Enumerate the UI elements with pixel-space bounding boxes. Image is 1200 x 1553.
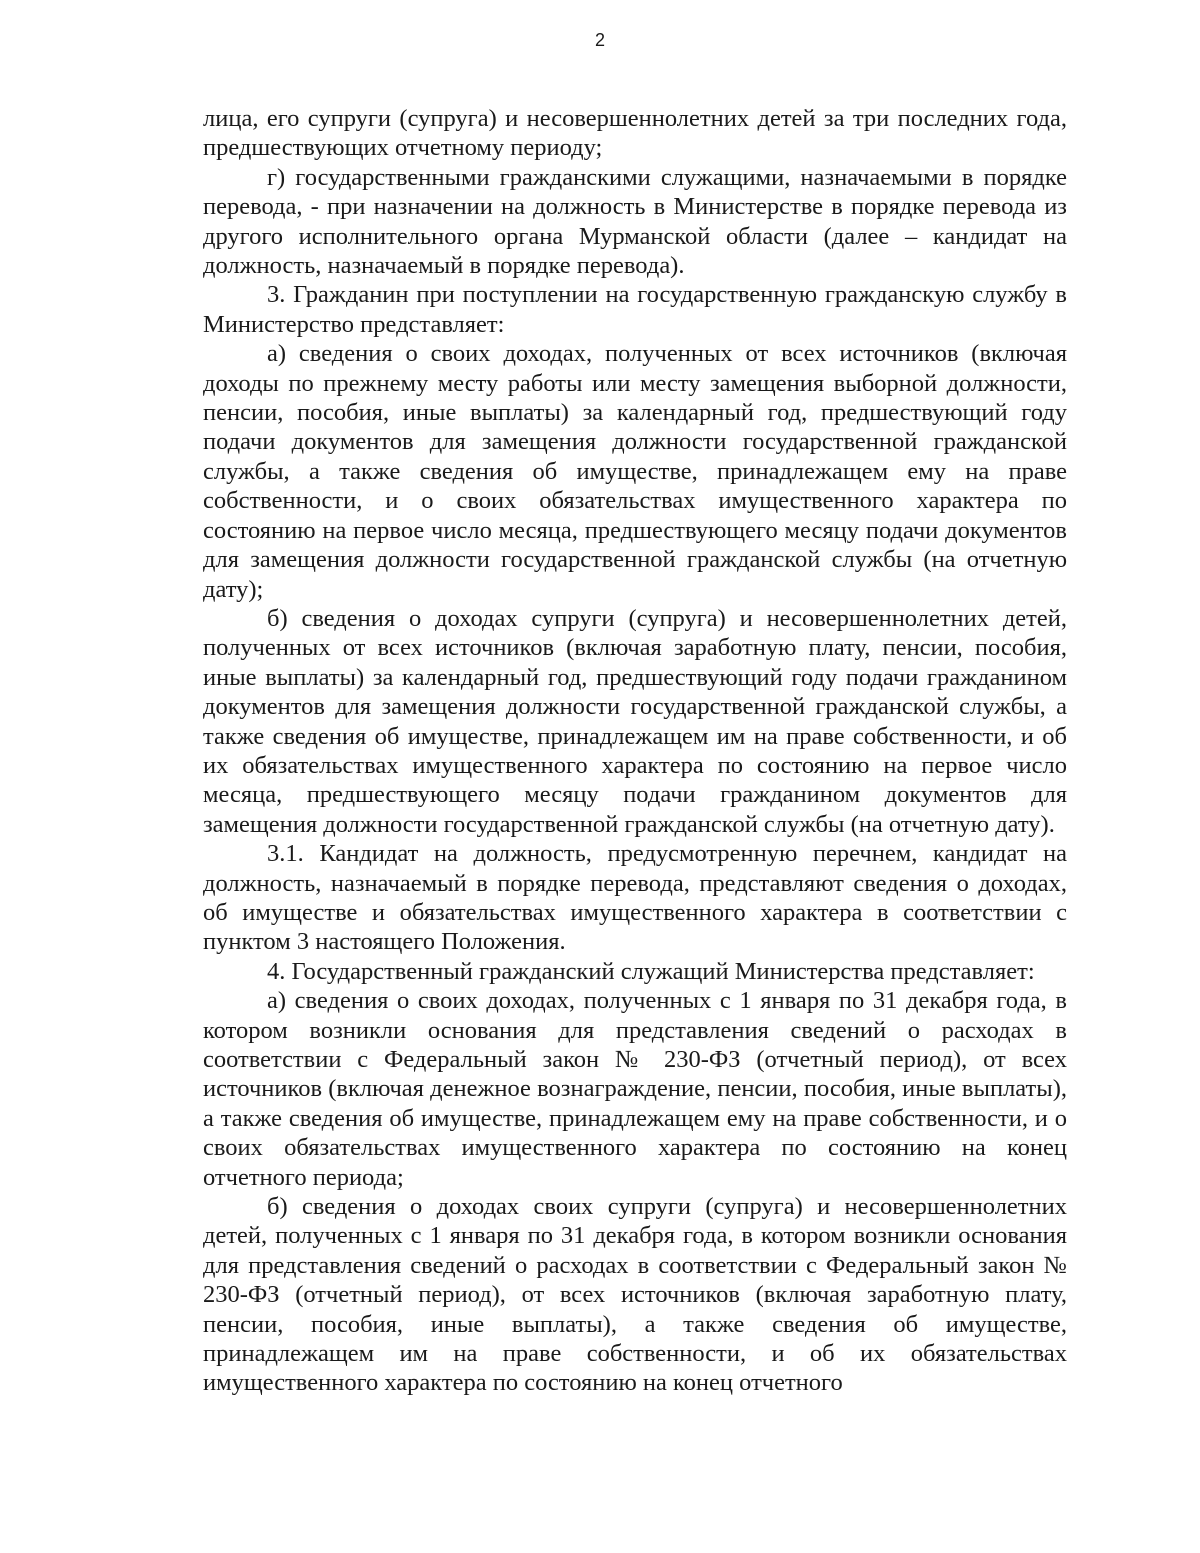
paragraph-item-4: 4. Государственный гражданский служащий Министерства представляет: xyxy=(267,957,1035,985)
paragraph-item-3b: б) сведения о доходах супруги (супруга) и несовершеннолетних детей, полученных от всех источников (включая заработную плату, пенсии, пособия, иные выплаты) за календарный год, предшествующий году подачи гражданином документов для замещения должности государственной гражданской службы, а также сведения об имуществе, принадлежащем им на праве собственности, и об их обязательствах имущественного характера по состоянию на первое число месяца, предшествующего месяцу подачи гражданином документов для замещения должности государственной гражданской службы (на отчетную дату). xyxy=(203,604,1067,838)
paragraph-item-3: 3. Гражданин при поступлении на государственную гражданскую службу в Министерство представляет: xyxy=(203,281,1067,338)
page-number: 2 xyxy=(594,30,605,50)
document-body xyxy=(203,104,1067,1398)
paragraph-continuation: лица, его супруги (супруга) и несовершеннолетних детей за три последних года, предшествующих отчетному периоду; xyxy=(203,105,1067,162)
paragraph-item-4a: а) сведения о своих доходах, полученных с 1 января по 31 декабря года, в котором возникли основания для представления сведений о расходах в соответствии с Федеральный закон № 230-ФЗ (отчетный период), от всех источников (включая денежное вознаграждение, пенсии, пособия, иные выплаты), а также сведения об имуществе, принадлежащем ему на праве собственности, и о своих обязательствах имущественного характера по состоянию на конец отчетного периода; xyxy=(203,987,1067,1191)
paragraph-subitem-g: г) государственными гражданскими служащими, назначаемыми в порядке перевода, - при назначении на должность в Министерстве в порядке перевода из другого исполнительного органа Мурманской области (далее – кандидат на должность, назначаемый в порядке перевода). xyxy=(203,163,1067,280)
paragraph-item-3a: а) сведения о своих доходах, полученных от всех источников (включая доходы по прежнему месту работы или месту замещения выборной должности, пенсии, пособия, иные выплаты) за календарный год, предшествующий году подачи документов для замещения должности государственной гражданской службы, а также сведения об имуществе, принадлежащем ему на праве собственности, и о своих обязательствах имущественного характера по состоянию на первое число месяца, предшествующего месяцу подачи документов для замещения должности государственной гражданской службы (на отчетную дату); xyxy=(203,340,1067,603)
paragraph-item-4b: б) сведения о доходах своих супруги (супруга) и несовершеннолетних детей, полученных с 1 января по 31 декабря года, в котором возникли основания для представления сведений о расходах в соответствии с Федеральный закон № 230-ФЗ (отчетный период), от всех источников (включая заработную плату, пенсии, пособия, иные выплаты), а также сведения об имуществе, принадлежащем им на праве собственности, и об их обязательствах имущественного характера по состоянию на конец отчетного xyxy=(203,1193,1067,1397)
paragraph-item-3-1: 3.1. Кандидат на должность, предусмотренную перечнем, кандидат на должность, назначаемый в порядке перевода, представляют сведения о доходах, об имуществе и обязательствах имущественного характера в соответствии с пунктом 3 настоящего Положения. xyxy=(203,840,1067,956)
